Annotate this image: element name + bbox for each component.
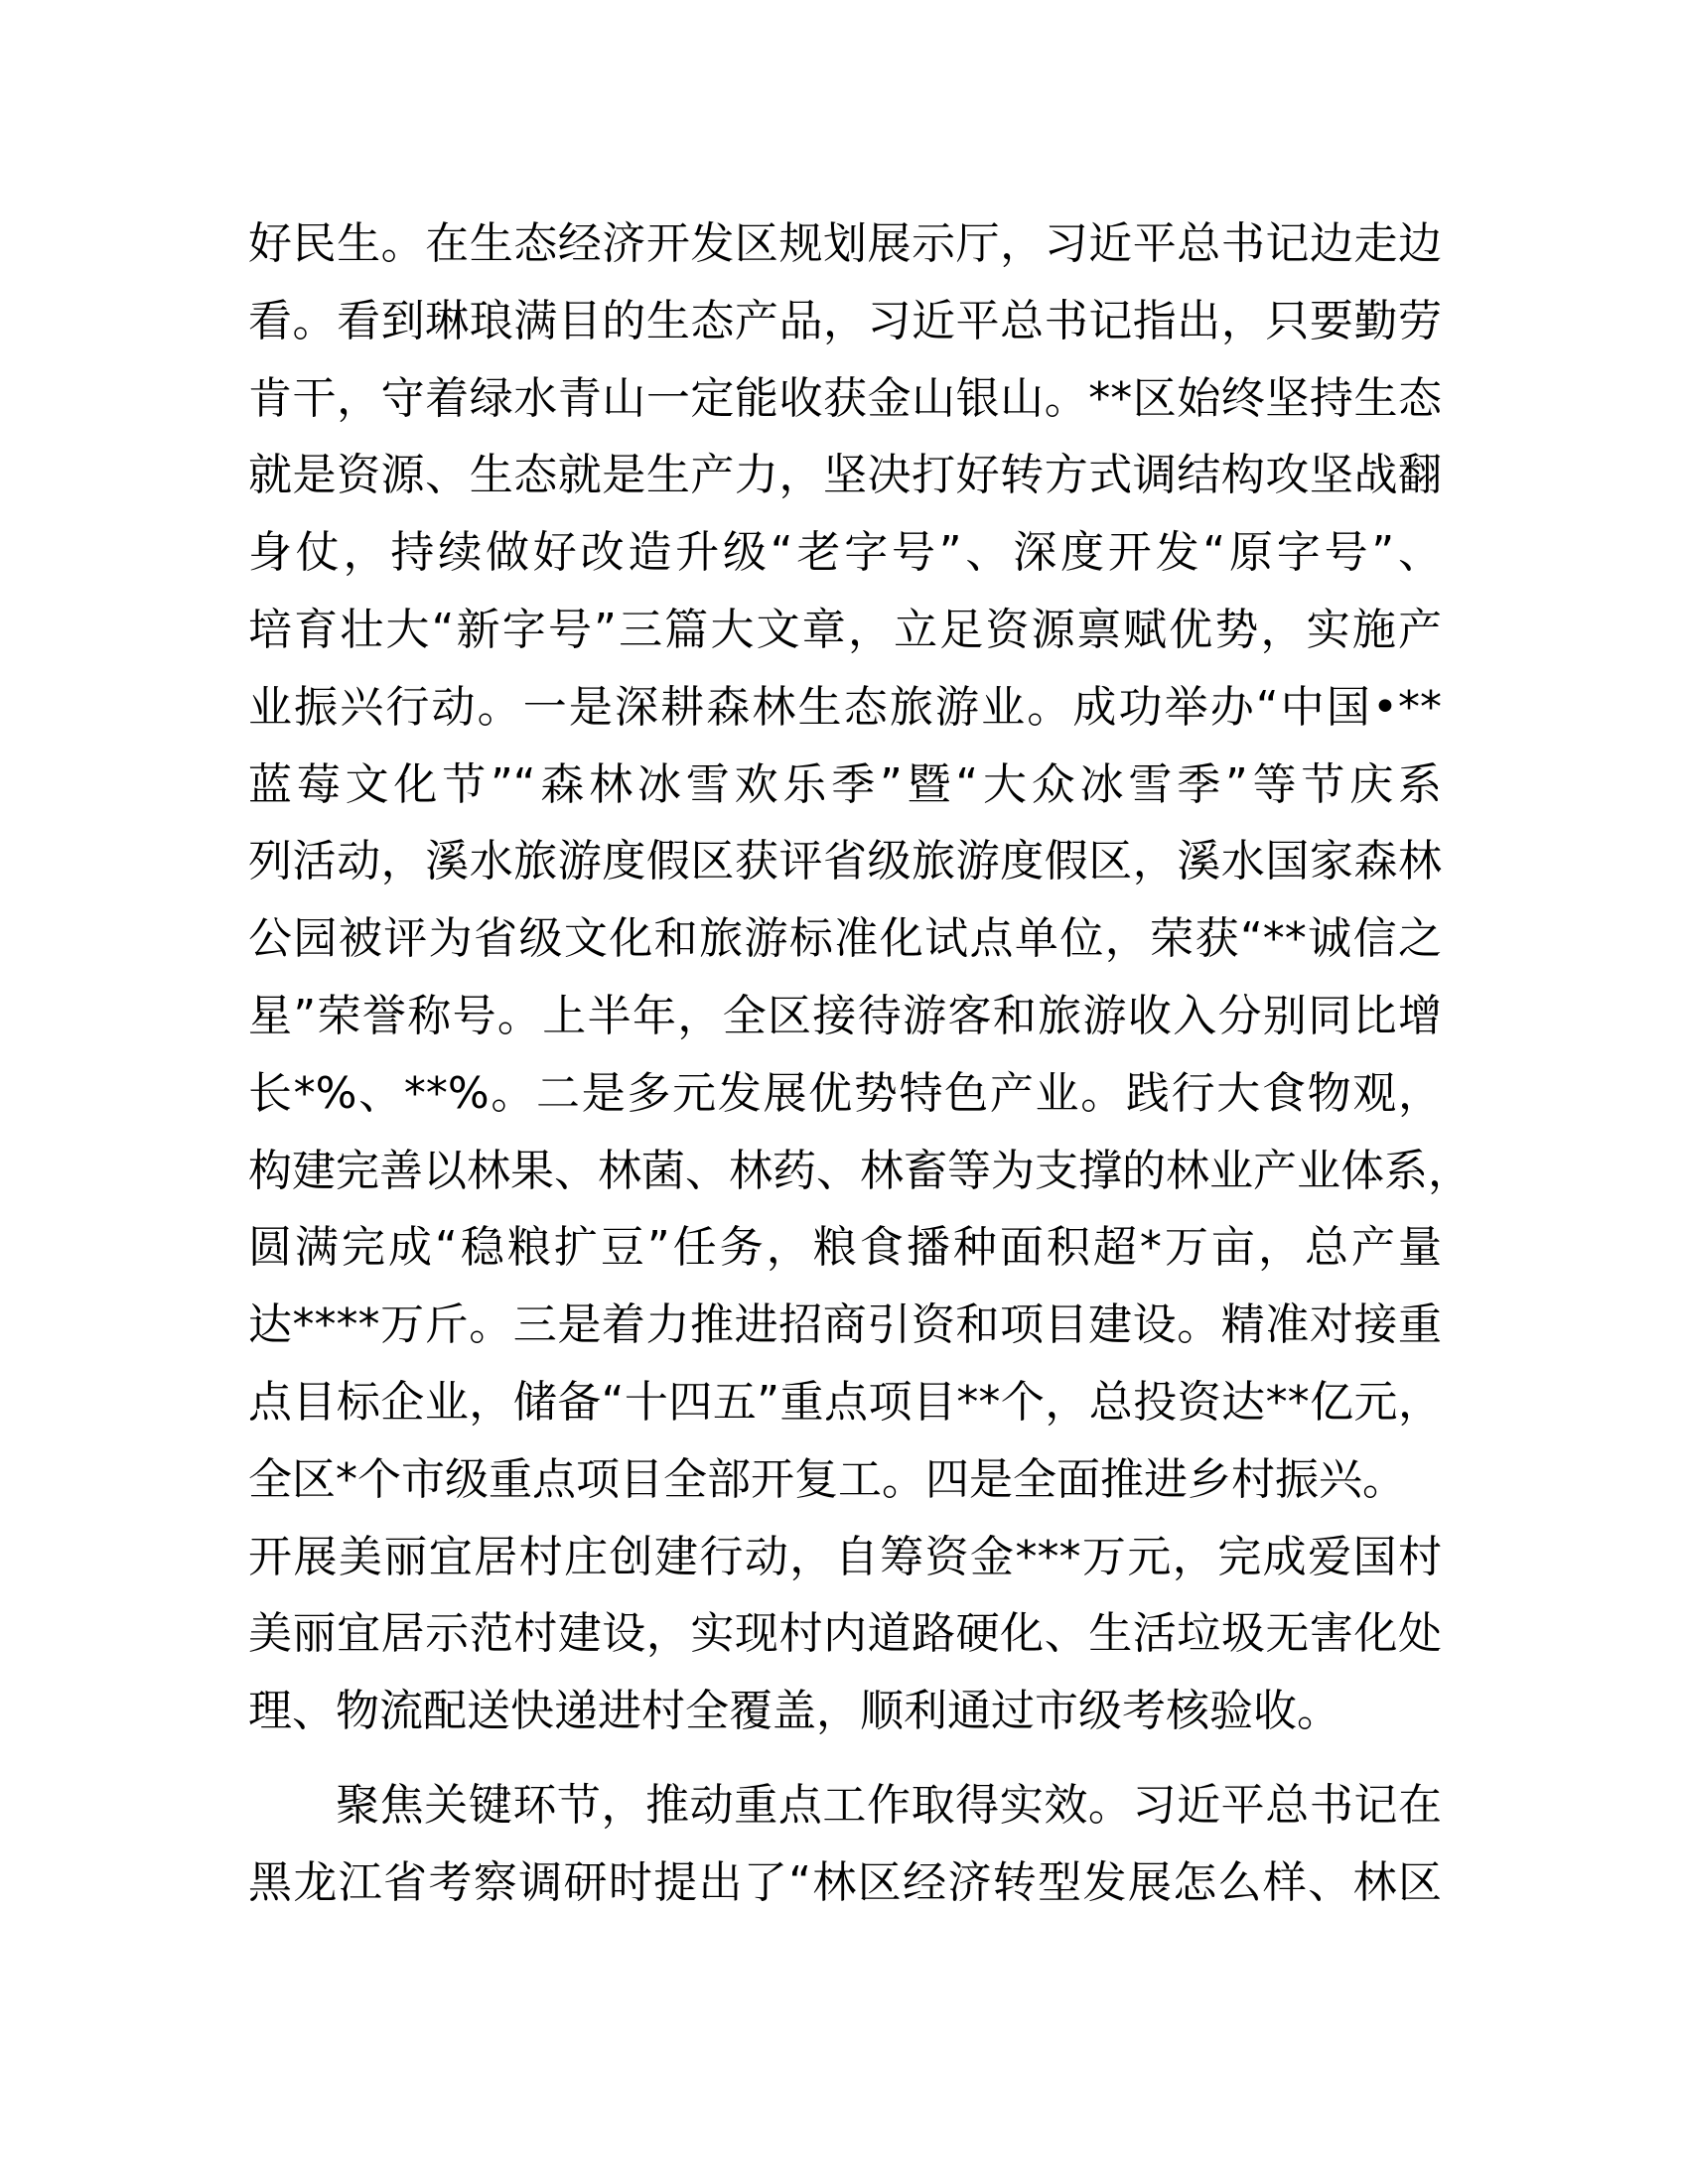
text-line: 就是资源、生态就是生产力，坚决打好转方式调结构攻坚战翻: [248, 450, 1442, 500]
text-line: 达****万斤。三是着力推进招商引资和项目建设。精准对接重: [248, 1299, 1442, 1350]
text-line: 黑龙江省考察调研时提出了“林区经济转型发展怎么样、林区: [248, 1857, 1442, 1908]
text-line: 业振兴行动。一是深耕森林生态旅游业。成功举办“中国•**: [248, 682, 1442, 733]
text-line: 理、物流配送快递进村全覆盖，顺利通过市级考核验收。: [248, 1686, 1340, 1736]
text-line: 肯干，守着绿水青山一定能收获金山银山。**区始终坚持生态: [248, 373, 1442, 424]
text-line: 长*%、**%。二是多元发展优势特色产业。践行大食物观，: [248, 1068, 1442, 1119]
text-line: 列活动，溪水旅游度假区获评省级旅游度假区，溪水国家森林: [248, 836, 1442, 887]
text-line: 看。看到琳琅满目的生态产品，习近平总书记指出，只要勤劳: [248, 296, 1442, 346]
text-line: 构建完善以林果、林菌、林药、林畜等为支撑的林业产业体系，: [248, 1146, 1472, 1196]
text-line: 全区*个市级重点项目全部开复工。四是全面推进乡村振兴。: [248, 1454, 1406, 1505]
text-line-indented: 聚焦关键环节，推动重点工作取得实效。习近平总书记在: [336, 1780, 1442, 1831]
text-line: 圆满完成“稳粮扩豆”任务，粮食播种面积超*万亩，总产量: [248, 1222, 1442, 1273]
text-line: 开展美丽宜居村庄创建行动，自筹资金***万元，完成爱国村: [248, 1532, 1442, 1582]
text-line: 培育壮大“新字号”三篇大文章，立足资源禀赋优势，实施产: [248, 605, 1442, 655]
text-line: 星”荣誉称号。上半年，全区接待游客和旅游收入分别同比增: [248, 991, 1442, 1041]
text-line: 身仗，持续做好改造升级“老字号”、深度开发“原字号”、: [248, 527, 1442, 578]
text-line: 点目标企业，储备“十四五”重点项目**个，总投资达**亿元，: [248, 1377, 1442, 1428]
text-line: 美丽宜居示范村建设，实现村内道路硬化、生活垃圾无害化处: [248, 1608, 1442, 1659]
text-line: 蓝莓文化节”“森林冰雪欢乐季”暨“大众冰雪季”等节庆系: [248, 759, 1442, 810]
text-line: 好民生。在生态经济开发区规划展示厅，习近平总书记边走边: [248, 218, 1442, 269]
text-line: 公园被评为省级文化和旅游标准化试点单位，荣获“**诚信之: [248, 913, 1442, 964]
